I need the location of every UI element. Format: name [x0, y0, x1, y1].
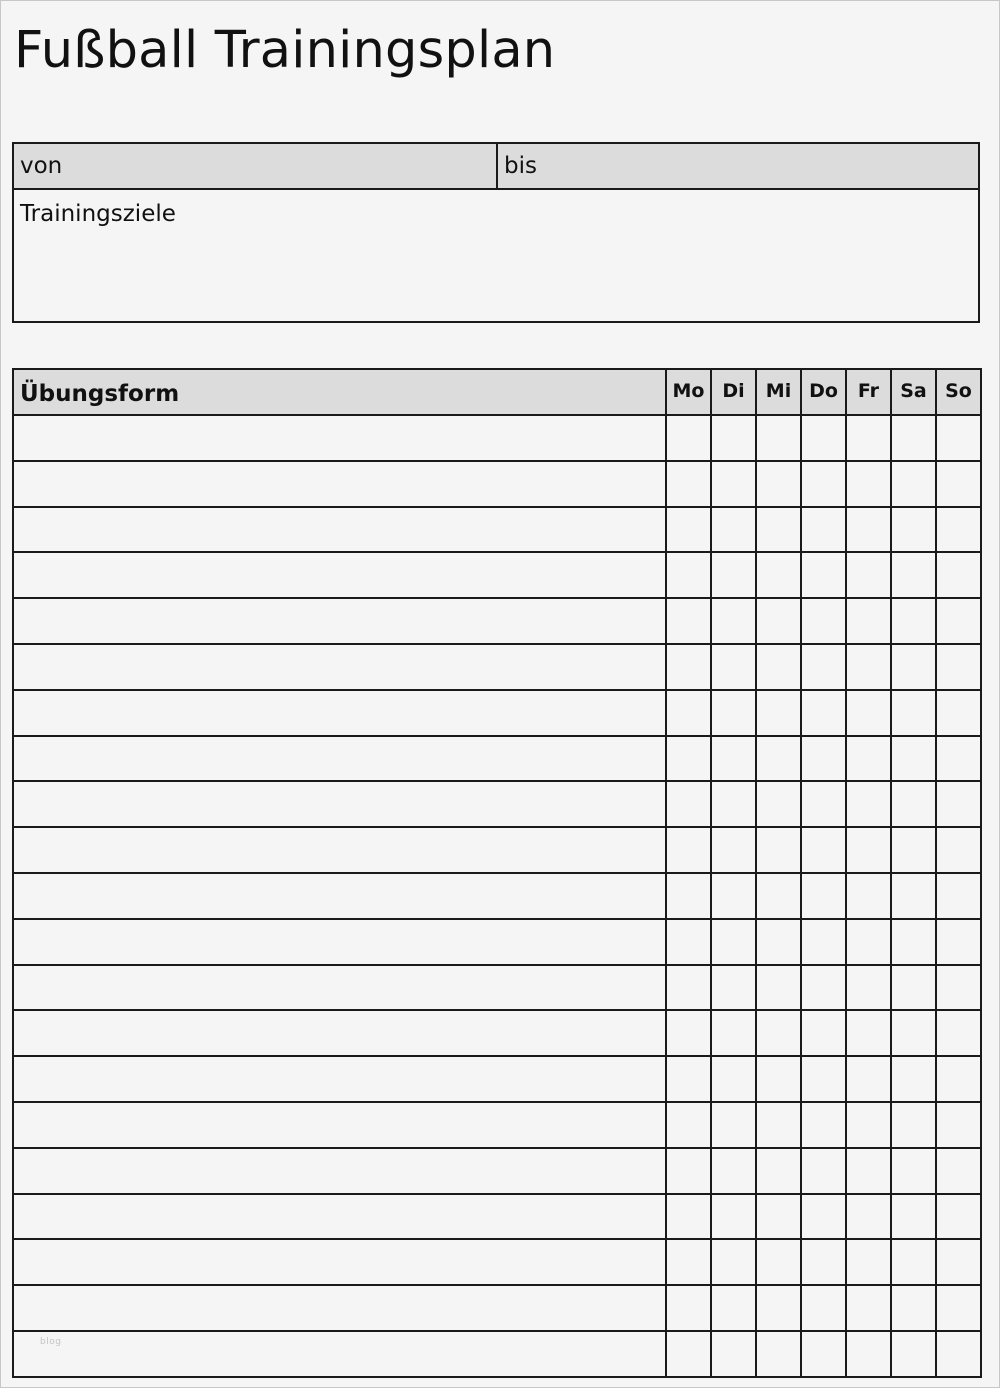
- table-row: [13, 1194, 981, 1240]
- table-row: [13, 644, 981, 690]
- day-cell-mi[interactable]: [756, 965, 801, 1011]
- day-cell-fr[interactable]: [846, 1239, 891, 1285]
- day-cell-di[interactable]: [711, 781, 756, 827]
- day-cell-so[interactable]: [936, 1331, 981, 1377]
- day-cell-sa[interactable]: [891, 507, 936, 553]
- exercise-cell[interactable]: [13, 1194, 666, 1240]
- day-cell-so[interactable]: [936, 736, 981, 782]
- day-cell-mo[interactable]: [666, 461, 711, 507]
- exercise-cell[interactable]: [13, 461, 666, 507]
- day-cell-mo[interactable]: [666, 1056, 711, 1102]
- day-cell-mi[interactable]: [756, 1239, 801, 1285]
- day-cell-mi[interactable]: [756, 781, 801, 827]
- day-cell-fr[interactable]: [846, 1102, 891, 1148]
- day-cell-fr[interactable]: [846, 1194, 891, 1240]
- day-cell-sa[interactable]: [891, 873, 936, 919]
- table-row: [13, 965, 981, 1011]
- day-cell-sa[interactable]: [891, 461, 936, 507]
- from-field[interactable]: [14, 144, 498, 188]
- day-cell-do[interactable]: [801, 873, 846, 919]
- day-cell-sa[interactable]: [891, 736, 936, 782]
- day-cell-so[interactable]: [936, 598, 981, 644]
- day-cell-sa[interactable]: [891, 644, 936, 690]
- day-cell-mo[interactable]: [666, 1010, 711, 1056]
- day-cell-mi[interactable]: [756, 1102, 801, 1148]
- day-cell-sa[interactable]: [891, 415, 936, 461]
- table-row: [13, 461, 981, 507]
- day-cell-di[interactable]: [711, 690, 756, 736]
- day-cell-mi[interactable]: [756, 598, 801, 644]
- day-cell-fr[interactable]: [846, 1285, 891, 1331]
- exercise-cell[interactable]: [13, 965, 666, 1011]
- to-label: bis: [504, 153, 537, 179]
- day-cell-di[interactable]: [711, 1148, 756, 1194]
- day-cell-do[interactable]: [801, 552, 846, 598]
- day-cell-fr[interactable]: [846, 1331, 891, 1377]
- exercise-cell[interactable]: [13, 507, 666, 553]
- date-range-row: [14, 144, 978, 190]
- day-cell-do[interactable]: [801, 1285, 846, 1331]
- day-cell-di[interactable]: [711, 965, 756, 1011]
- day-cell-sa[interactable]: [891, 552, 936, 598]
- day-cell-fr[interactable]: [846, 1010, 891, 1056]
- day-cell-do[interactable]: [801, 1148, 846, 1194]
- day-cell-mi[interactable]: [756, 919, 801, 965]
- day-cell-do[interactable]: [801, 1194, 846, 1240]
- table-row: [13, 736, 981, 782]
- day-cell-sa[interactable]: [891, 1010, 936, 1056]
- day-cell-fr[interactable]: [846, 965, 891, 1011]
- day-cell-do[interactable]: [801, 781, 846, 827]
- day-cell-mo[interactable]: [666, 1285, 711, 1331]
- day-cell-do[interactable]: [801, 919, 846, 965]
- day-header-mi: Mi: [756, 369, 801, 415]
- table-row: [13, 781, 981, 827]
- day-cell-mo[interactable]: [666, 598, 711, 644]
- day-cell-so[interactable]: [936, 415, 981, 461]
- day-cell-sa[interactable]: [891, 1194, 936, 1240]
- day-cell-mi[interactable]: [756, 690, 801, 736]
- table-row: [13, 552, 981, 598]
- table-row: [13, 919, 981, 965]
- day-cell-so[interactable]: [936, 644, 981, 690]
- table-row: [13, 415, 981, 461]
- watermark: blog: [40, 1337, 62, 1347]
- exercise-cell[interactable]: [13, 736, 666, 782]
- day-cell-do[interactable]: [801, 415, 846, 461]
- training-plan-table: [12, 368, 982, 1378]
- day-cell-do[interactable]: [801, 461, 846, 507]
- day-cell-so[interactable]: [936, 1194, 981, 1240]
- table-row: [13, 1056, 981, 1102]
- day-cell-so[interactable]: [936, 1010, 981, 1056]
- day-cell-fr[interactable]: [846, 1056, 891, 1102]
- day-cell-fr[interactable]: [846, 552, 891, 598]
- day-cell-do[interactable]: [801, 1056, 846, 1102]
- day-cell-mo[interactable]: [666, 1194, 711, 1240]
- day-cell-mi[interactable]: [756, 1056, 801, 1102]
- exercise-cell[interactable]: [13, 1285, 666, 1331]
- day-cell-di[interactable]: [711, 415, 756, 461]
- day-cell-fr[interactable]: [846, 644, 891, 690]
- day-cell-mo[interactable]: [666, 781, 711, 827]
- table-row: [13, 598, 981, 644]
- day-cell-do[interactable]: [801, 827, 846, 873]
- day-cell-so[interactable]: [936, 1102, 981, 1148]
- exercise-cell[interactable]: [13, 1331, 666, 1377]
- day-cell-do[interactable]: [801, 507, 846, 553]
- day-cell-mo[interactable]: [666, 1148, 711, 1194]
- day-cell-mo[interactable]: [666, 552, 711, 598]
- day-cell-fr[interactable]: [846, 598, 891, 644]
- day-cell-mo[interactable]: [666, 1239, 711, 1285]
- exercise-cell[interactable]: [13, 1148, 666, 1194]
- info-box: [12, 142, 980, 323]
- day-cell-fr[interactable]: [846, 507, 891, 553]
- day-cell-do[interactable]: [801, 736, 846, 782]
- day-cell-fr[interactable]: [846, 873, 891, 919]
- table-row: [13, 1331, 981, 1377]
- day-cell-di[interactable]: [711, 736, 756, 782]
- day-cell-fr[interactable]: [846, 1148, 891, 1194]
- day-cell-mo[interactable]: [666, 919, 711, 965]
- exercise-cell[interactable]: [13, 781, 666, 827]
- day-cell-so[interactable]: [936, 1239, 981, 1285]
- day-cell-fr[interactable]: [846, 781, 891, 827]
- day-cell-mi[interactable]: [756, 415, 801, 461]
- table-row: [13, 1148, 981, 1194]
- day-cell-di[interactable]: [711, 598, 756, 644]
- day-header-do: Do: [801, 369, 846, 415]
- exercise-cell[interactable]: [13, 1239, 666, 1285]
- day-cell-sa[interactable]: [891, 1102, 936, 1148]
- day-cell-so[interactable]: [936, 1285, 981, 1331]
- day-header-mo: Mo: [666, 369, 711, 415]
- exercise-cell[interactable]: [13, 644, 666, 690]
- day-cell-do[interactable]: [801, 1010, 846, 1056]
- table-row: [13, 873, 981, 919]
- day-cell-so[interactable]: [936, 965, 981, 1011]
- exercise-cell[interactable]: [13, 827, 666, 873]
- day-cell-sa[interactable]: [891, 1148, 936, 1194]
- exercise-cell[interactable]: [13, 598, 666, 644]
- day-header-so: So: [936, 369, 981, 415]
- day-cell-di[interactable]: [711, 1102, 756, 1148]
- day-cell-mi[interactable]: [756, 1331, 801, 1377]
- day-cell-di[interactable]: [711, 919, 756, 965]
- day-cell-do[interactable]: [801, 690, 846, 736]
- exercise-cell[interactable]: [13, 415, 666, 461]
- day-cell-do[interactable]: [801, 1331, 846, 1377]
- day-cell-mo[interactable]: [666, 507, 711, 553]
- day-cell-so[interactable]: [936, 781, 981, 827]
- day-cell-so[interactable]: [936, 873, 981, 919]
- day-cell-so[interactable]: [936, 919, 981, 965]
- day-cell-mo[interactable]: [666, 1102, 711, 1148]
- day-cell-do[interactable]: [801, 1239, 846, 1285]
- day-cell-so[interactable]: [936, 507, 981, 553]
- day-cell-sa[interactable]: [891, 1331, 936, 1377]
- day-cell-sa[interactable]: [891, 1056, 936, 1102]
- exercise-cell[interactable]: [13, 552, 666, 598]
- to-field[interactable]: [498, 144, 978, 188]
- day-cell-sa[interactable]: [891, 965, 936, 1011]
- day-cell-mi[interactable]: [756, 644, 801, 690]
- day-cell-so[interactable]: [936, 552, 981, 598]
- day-cell-fr[interactable]: [846, 415, 891, 461]
- day-cell-di[interactable]: [711, 644, 756, 690]
- day-cell-do[interactable]: [801, 644, 846, 690]
- day-cell-mi[interactable]: [756, 461, 801, 507]
- table-row: [13, 1285, 981, 1331]
- table-row: [13, 1239, 981, 1285]
- day-cell-di[interactable]: [711, 1239, 756, 1285]
- day-cell-fr[interactable]: [846, 736, 891, 782]
- exercise-cell[interactable]: [13, 1010, 666, 1056]
- day-cell-mi[interactable]: [756, 827, 801, 873]
- day-cell-sa[interactable]: [891, 598, 936, 644]
- day-cell-mo[interactable]: [666, 873, 711, 919]
- day-cell-so[interactable]: [936, 1148, 981, 1194]
- table-row: [13, 1102, 981, 1148]
- exercise-column-header: Übungsform: [13, 369, 666, 415]
- day-cell-so[interactable]: [936, 461, 981, 507]
- day-cell-di[interactable]: [711, 1285, 756, 1331]
- day-cell-mo[interactable]: [666, 965, 711, 1011]
- day-cell-di[interactable]: [711, 827, 756, 873]
- table-row: [13, 690, 981, 736]
- day-cell-fr[interactable]: [846, 690, 891, 736]
- day-cell-sa[interactable]: [891, 827, 936, 873]
- table-header-row: [13, 369, 981, 415]
- day-cell-mi[interactable]: [756, 507, 801, 553]
- day-cell-mo[interactable]: [666, 644, 711, 690]
- day-cell-do[interactable]: [801, 1102, 846, 1148]
- day-cell-mo[interactable]: [666, 1331, 711, 1377]
- day-cell-di[interactable]: [711, 507, 756, 553]
- exercise-cell[interactable]: [13, 873, 666, 919]
- day-cell-mi[interactable]: [756, 1194, 801, 1240]
- table-body: [13, 415, 981, 1377]
- page-title: Fußball Trainingsplan: [14, 21, 556, 80]
- day-cell-do[interactable]: [801, 965, 846, 1011]
- day-cell-mi[interactable]: [756, 736, 801, 782]
- day-cell-mi[interactable]: [756, 552, 801, 598]
- day-cell-sa[interactable]: [891, 781, 936, 827]
- day-header-sa: Sa: [891, 369, 936, 415]
- day-cell-mi[interactable]: [756, 1010, 801, 1056]
- day-cell-di[interactable]: [711, 1056, 756, 1102]
- day-cell-so[interactable]: [936, 827, 981, 873]
- day-cell-di[interactable]: [711, 873, 756, 919]
- exercise-cell[interactable]: [13, 690, 666, 736]
- day-cell-mo[interactable]: [666, 827, 711, 873]
- day-cell-di[interactable]: [711, 1331, 756, 1377]
- exercise-cell[interactable]: [13, 919, 666, 965]
- day-cell-di[interactable]: [711, 1194, 756, 1240]
- day-cell-do[interactable]: [801, 598, 846, 644]
- from-label: von: [20, 153, 63, 179]
- day-cell-fr[interactable]: [846, 919, 891, 965]
- day-cell-mi[interactable]: [756, 1285, 801, 1331]
- exercise-cell[interactable]: [13, 1056, 666, 1102]
- day-cell-di[interactable]: [711, 552, 756, 598]
- day-cell-fr[interactable]: [846, 461, 891, 507]
- day-cell-mo[interactable]: [666, 415, 711, 461]
- day-cell-mi[interactable]: [756, 873, 801, 919]
- day-cell-so[interactable]: [936, 690, 981, 736]
- day-cell-mo[interactable]: [666, 736, 711, 782]
- day-cell-di[interactable]: [711, 1010, 756, 1056]
- day-header-di: Di: [711, 369, 756, 415]
- table-row: [13, 827, 981, 873]
- day-header-fr: Fr: [846, 369, 891, 415]
- day-cell-di[interactable]: [711, 461, 756, 507]
- day-cell-sa[interactable]: [891, 690, 936, 736]
- day-cell-fr[interactable]: [846, 827, 891, 873]
- training-goals-label: Trainingsziele: [20, 201, 176, 227]
- day-cell-sa[interactable]: [891, 1285, 936, 1331]
- day-cell-sa[interactable]: [891, 919, 936, 965]
- day-cell-mo[interactable]: [666, 690, 711, 736]
- day-cell-mi[interactable]: [756, 1148, 801, 1194]
- table-row: [13, 507, 981, 553]
- exercise-cell[interactable]: [13, 1102, 666, 1148]
- table-row: [13, 1010, 981, 1056]
- day-cell-sa[interactable]: [891, 1239, 936, 1285]
- day-cell-so[interactable]: [936, 1056, 981, 1102]
